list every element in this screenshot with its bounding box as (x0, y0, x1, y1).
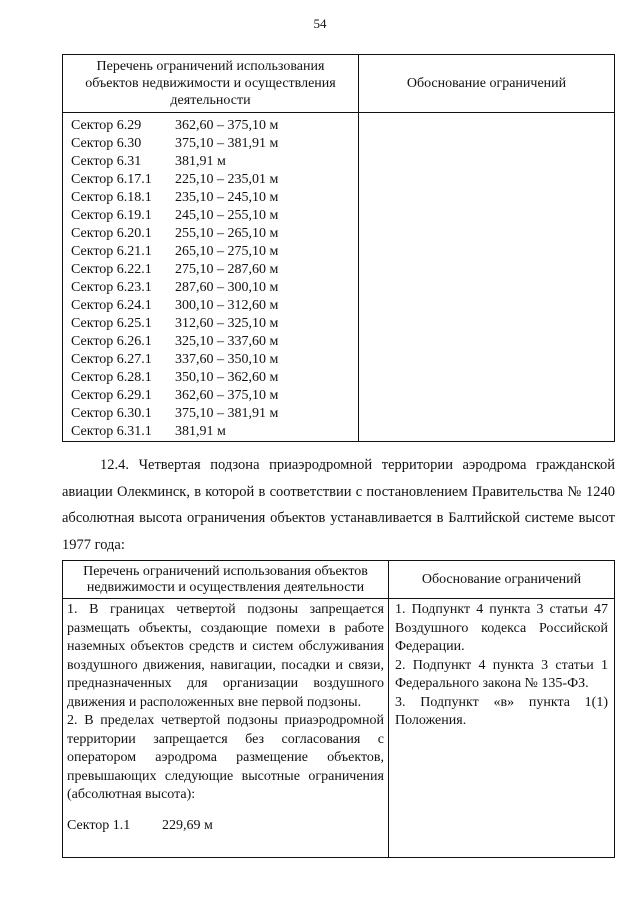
sector-value: 381,91 м (175, 424, 226, 439)
sector-name: Сектор 6.17.1 (71, 172, 152, 187)
sector-value: 287,60 – 300,10 м (175, 280, 279, 295)
sector-row (71, 333, 358, 351)
sector-value: 362,60 – 375,10 м (175, 118, 279, 133)
table1-header-left: Перечень ограничений использования объектов недвижимости и осуществления деятельности (63, 55, 359, 113)
sector-name: Сектор 6.22.1 (71, 262, 152, 277)
paragraph-text: 12.4. Четвертая подзона приаэродромной территории аэродрома гражданской авиации Олекминск, в которой в соответствии с постановлением Правительства № 1240 абсолютная высота ограничения объектов устанавливается в Балтийской системе высот 1977 года: (62, 457, 615, 553)
sector-value: 337,60 – 350,10 м (175, 352, 279, 367)
sector-name: Сектор 6.29 (71, 118, 142, 133)
sector-value: 245,10 – 255,10 м (175, 208, 279, 223)
sector-value: 265,10 – 275,10 м (175, 244, 279, 259)
sector-name: Сектор 6.26.1 (71, 334, 152, 349)
basis-item-2: 2. Подпункт 4 пункта 3 статьи 1 Федерального закона № 135-ФЗ. (395, 657, 608, 691)
sector-row (71, 297, 358, 315)
sector-row (71, 405, 358, 423)
restriction-item-1: 1. В границах четвертой подзоны запрещается размещать объекты, создающие помехи в работе наземных объектов средств и систем обслуживания воздушного движения, навигации, посадки и связи, предназначенных для организации воздушного движения и расположенных вне первой подзоны. (67, 602, 384, 710)
table2-header-right: Обоснование ограничений (389, 561, 615, 599)
sector-row (71, 279, 358, 297)
sector-list (71, 117, 358, 441)
table1-sectors-cell (63, 113, 359, 442)
sector-value: 325,10 – 337,60 м (175, 334, 279, 349)
sector-name: Сектор 6.31 (71, 154, 142, 169)
restriction-item-2: 2. В пределах четвертой подзоны приаэродромной территории запрещается без согласования с оператором аэродрома размещение объектов, превышающих следующие высотные ограничения (абсолютная высота): (67, 713, 384, 802)
sector-row (71, 225, 358, 243)
sector-row (71, 171, 358, 189)
sector-value: 275,10 – 287,60 м (175, 262, 279, 277)
sector-row (71, 315, 358, 333)
sector-value: 375,10 – 381,91 м (175, 406, 279, 421)
sector-row (71, 153, 358, 171)
sector-value: 225,10 – 235,01 м (175, 172, 279, 187)
sector-name: Сектор 6.28.1 (71, 370, 152, 385)
sector-row (71, 369, 358, 387)
sector-name: Сектор 6.18.1 (71, 190, 152, 205)
sector-name: Сектор 6.19.1 (71, 208, 152, 223)
sector-row (71, 351, 358, 369)
sector-row (71, 135, 358, 153)
sector-name: Сектор 6.31.1 (71, 424, 152, 439)
sector-name: Сектор 6.20.1 (71, 226, 152, 241)
page-number: 54 (313, 16, 327, 31)
table2-restrictions-cell (63, 599, 389, 858)
sector-value: 375,10 – 381,91 м (175, 136, 279, 151)
restrictions-table-1 (62, 54, 615, 442)
table2-header-left: Перечень ограничений использования объектов недвижимости и осуществления деятельности (63, 561, 389, 599)
basis-item-3: 3. Подпункт «в» пункта 1(1) Положения. (395, 694, 608, 728)
sector-value: 300,10 – 312,60 м (175, 298, 279, 313)
sector-value: 312,60 – 325,10 м (175, 316, 279, 331)
section-paragraph (62, 452, 615, 558)
sector-row (71, 423, 358, 441)
sector-row (71, 117, 358, 135)
sector-name: Сектор 6.27.1 (71, 352, 152, 367)
restrictions-table-2 (62, 560, 615, 858)
sector-name: Сектор 6.23.1 (71, 280, 152, 295)
sector-name: Сектор 6.21.1 (71, 244, 152, 259)
sector-row (71, 261, 358, 279)
sector-name: Сектор 6.25.1 (71, 316, 152, 331)
sector-name: Сектор 6.30.1 (71, 406, 152, 421)
sector-name: Сектор 6.24.1 (71, 298, 152, 313)
sector-value: 381,91 м (175, 154, 226, 169)
sector-name: Сектор 1.1 (67, 817, 131, 833)
sector-row (71, 207, 358, 225)
table2-basis-cell (389, 599, 615, 858)
basis-item-1: 1. Подпункт 4 пункта 3 статьи 47 Воздушного кодекса Российской Федерации. (395, 602, 608, 654)
sector-value: 350,10 – 362,60 м (175, 370, 279, 385)
sector-value: 255,10 – 265,10 м (175, 226, 279, 241)
sector-row (71, 243, 358, 261)
table1-header-right: Обоснование ограничений (359, 55, 615, 113)
sector-value: 229,69 м (162, 817, 213, 833)
sector-name: Сектор 6.29.1 (71, 388, 152, 403)
sector-row (71, 189, 358, 207)
sector-name: Сектор 6.30 (71, 136, 142, 151)
sector-value: 362,60 – 375,10 м (175, 388, 279, 403)
sector-row (67, 817, 384, 836)
sector-value: 235,10 – 245,10 м (175, 190, 279, 205)
table1-basis-cell (359, 113, 615, 442)
sector-row (71, 387, 358, 405)
